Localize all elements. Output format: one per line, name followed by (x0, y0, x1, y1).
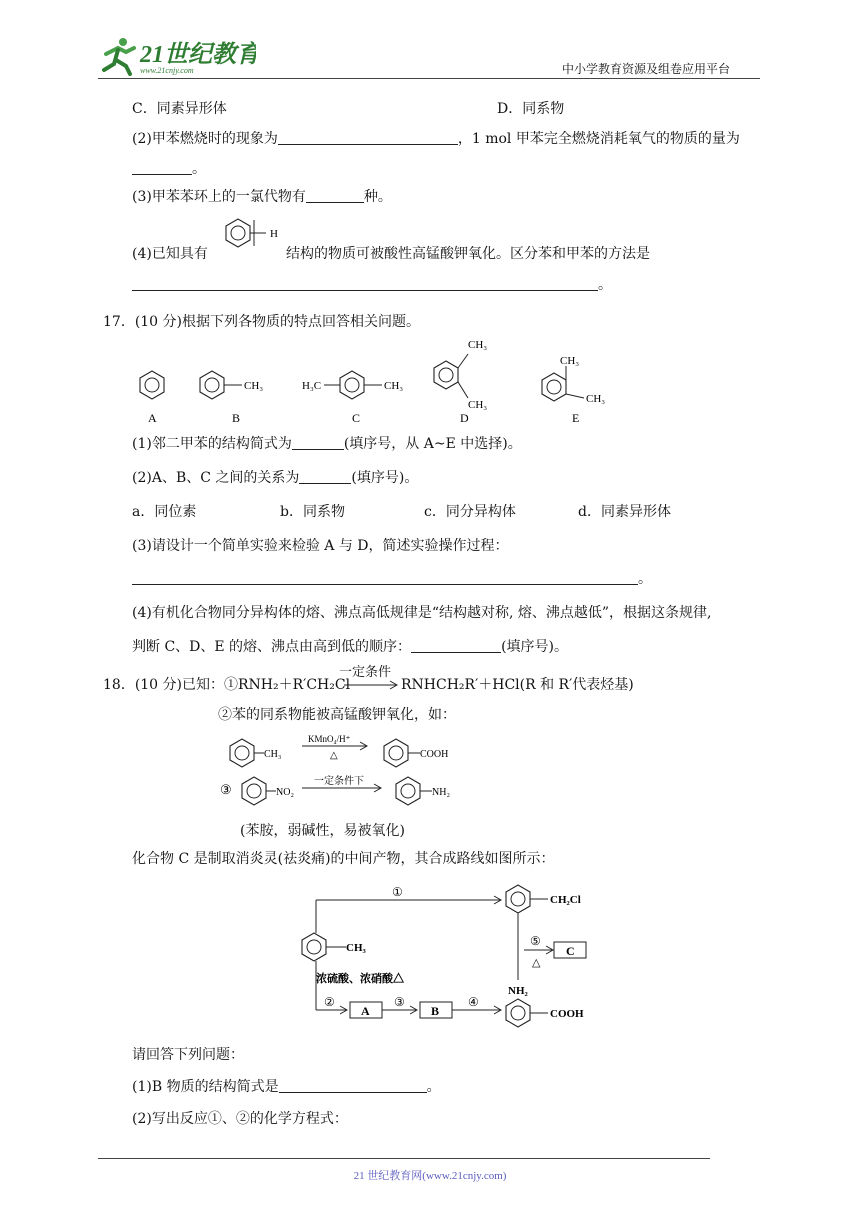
logo-url: www.21cnjy.com (140, 66, 194, 75)
q17-option-a: a．同位素 (132, 504, 197, 520)
synthesis-route-diagram (290, 870, 610, 1030)
svg-text:CH₃: CH₃ (264, 749, 282, 760)
svg-text:C: C (566, 944, 575, 958)
svg-text:H: H (270, 228, 278, 240)
svg-text:CH₃: CH₃ (244, 380, 264, 392)
svg-text:H₃C: H₃C (302, 380, 322, 392)
svg-text:△: △ (330, 750, 338, 761)
q18-condition: 一定条件 (339, 665, 392, 680)
answer-blank[interactable] (278, 130, 458, 145)
q17-part4-a: (4)有机化合物同分异构体的熔、沸点高低规律是“结构越对称, 熔、沸点越低”，根据这条规律, (132, 605, 712, 621)
q18-ask: 请回答下列问题： (132, 1047, 244, 1063)
footer-divider (98, 1158, 710, 1159)
svg-text:D: D (460, 411, 469, 425)
q18-part1: (1)B 物质的结构简式是 。 (132, 1079, 441, 1095)
svg-text:NH₂: NH₂ (508, 985, 528, 997)
structure-c (302, 371, 403, 425)
svg-text:CH₃: CH₃ (560, 355, 580, 367)
svg-text:③: ③ (394, 995, 405, 1009)
svg-text:浓硫酸、浓硝酸△: 浓硫酸、浓硝酸△ (316, 973, 404, 985)
svg-text:CH₃: CH₃ (384, 380, 404, 392)
q17-title: 17．(10 分)根据下列各物质的特点回答相关问题。 (103, 314, 421, 330)
q18-title-b: RNHCH₂R′＋HCl(R 和 R′代表烃基) (401, 677, 634, 693)
structure-d (434, 339, 487, 425)
structure-e (542, 355, 605, 425)
svg-text:CH₂Cl: CH₂Cl (550, 894, 581, 906)
q18-reactions (216, 728, 486, 812)
svg-text:△: △ (532, 957, 541, 969)
svg-text:COOH: COOH (550, 1008, 584, 1020)
runner-logo-icon (96, 34, 256, 76)
footer-text[interactable]: 21 世纪教育网(www.21cnjy.com) (353, 1170, 507, 1182)
q18-part2: (2)写出反应①、②的化学方程式： (132, 1111, 348, 1127)
answer-blank[interactable] (299, 469, 351, 484)
svg-text:②: ② (324, 995, 335, 1009)
svg-text:CH₃: CH₃ (468, 399, 488, 411)
q16-option-c: C．同素异形体 (132, 101, 227, 117)
q16-part2-cont: 。 (132, 160, 206, 178)
answer-blank[interactable] (132, 276, 598, 291)
q17-part3-line: 。 (132, 570, 652, 588)
q17-part3: (3)请设计一个简单实验来检验 A 与 D，简述实验操作过程： (132, 538, 509, 554)
svg-text:KMnO₄/H⁺: KMnO₄/H⁺ (308, 734, 351, 744)
reaction-arrow (344, 680, 400, 690)
q16-part4-b: 结构的物质可被酸性高锰酸钾氧化。区分苯和甲苯的方法是 (286, 246, 650, 262)
svg-text:NH₂: NH₂ (432, 787, 450, 798)
q17-option-c: c．同分异构体 (424, 504, 516, 520)
q18-line2: ②苯的同系物能被高锰酸钾氧化，如： (218, 707, 456, 723)
svg-text:A: A (361, 1004, 370, 1018)
q17-part1: (1)邻二甲苯的结构简式为 (填序号，从 A~E 中选择)。 (132, 436, 522, 452)
svg-text:CH₃: CH₃ (586, 393, 606, 405)
structure-a (140, 371, 164, 425)
header-logo (96, 34, 256, 76)
answer-blank[interactable] (411, 638, 501, 653)
svg-text:B: B (431, 1004, 440, 1018)
answer-blank[interactable] (132, 160, 192, 175)
q16-part4-line: 。 (132, 276, 612, 294)
svg-text:C: C (352, 411, 361, 425)
svg-text:A: A (148, 411, 157, 425)
svg-text:一定条件下: 一定条件下 (314, 776, 364, 787)
q18-aniline-note: (苯胺，弱碱性，易被氧化) (240, 823, 405, 839)
svg-text:③: ③ (220, 782, 232, 797)
logo-text: 21世纪教育 (140, 42, 256, 68)
answer-blank[interactable] (132, 570, 638, 585)
answer-blank[interactable] (292, 435, 344, 450)
header-platform-text: 中小学教育资源及组卷应用平台 (562, 62, 731, 76)
q16-part2: (2)甲苯燃烧时的现象为 ，1 mol 甲苯完全燃烧消耗氧气的物质的量为 (132, 131, 740, 147)
q17-structures (126, 332, 626, 428)
svg-text:⑤: ⑤ (530, 934, 541, 948)
q16-option-d: D．同系物 (497, 101, 565, 117)
benzyl-h-structure (212, 214, 288, 262)
svg-text:NO₂: NO₂ (276, 787, 294, 798)
svg-text:④: ④ (468, 995, 479, 1009)
svg-text:B: B (232, 411, 241, 425)
q18-title-a: 18．(10 分)已知：①RNH₂＋R′CH₂Cl (103, 677, 351, 693)
svg-text:CH₃: CH₃ (468, 339, 488, 351)
q17-option-b: b．同系物 (280, 504, 345, 520)
q17-part4-b: 判断 C、D、E 的熔、沸点由高到低的顺序： (填序号)。 (132, 639, 568, 655)
answer-blank[interactable] (306, 188, 364, 203)
q18-intro: 化合物 C 是制取消炎灵(祛炎痛)的中间产物，其合成路线如图所示： (132, 851, 555, 867)
q17-option-d: d．同素异形体 (578, 504, 671, 520)
structure-b (200, 371, 263, 425)
q16-part3: (3)甲苯苯环上的一氯代物有 种。 (132, 189, 392, 205)
answer-blank[interactable] (279, 1078, 427, 1093)
svg-text:CH₃: CH₃ (346, 942, 366, 954)
q17-part2: (2)A、B、C 之间的关系为 (填序号)。 (132, 470, 419, 486)
q16-part4-a: (4)已知具有 (132, 246, 208, 262)
svg-text:①: ① (392, 885, 403, 899)
header-divider (98, 78, 760, 79)
svg-text:COOH: COOH (420, 749, 449, 760)
svg-text:E: E (572, 411, 580, 425)
